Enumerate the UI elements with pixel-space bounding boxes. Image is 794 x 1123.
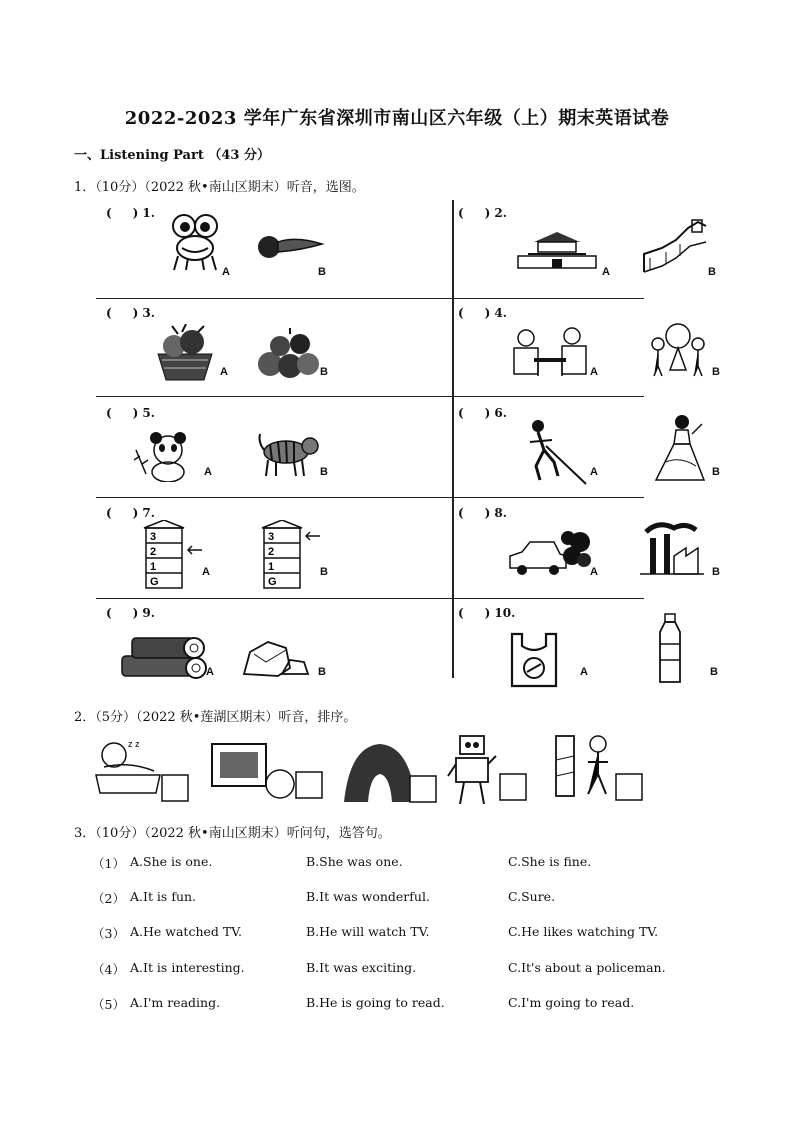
option-c[interactable]: C.She is fine. bbox=[508, 854, 592, 869]
vegetables-basket-icon bbox=[152, 324, 218, 382]
water-bottle-icon bbox=[656, 612, 684, 686]
grid-divider bbox=[96, 298, 644, 299]
question-3-heading: 3．（10分）（2022 秋•南山区期末）听问句，选答句。 bbox=[74, 826, 391, 841]
answer-bracket[interactable]: ( ) 5. bbox=[106, 406, 155, 420]
answer-box bbox=[616, 774, 642, 800]
option-c[interactable]: C.It's about a policeman. bbox=[508, 960, 666, 975]
answer-box bbox=[162, 775, 188, 801]
snore-mark: z z bbox=[128, 739, 140, 749]
cave-icon bbox=[340, 740, 438, 806]
panda-icon bbox=[132, 430, 198, 482]
floor-label: G bbox=[268, 576, 277, 588]
floor-label: G bbox=[150, 576, 159, 588]
monkey-king-icon bbox=[524, 416, 590, 486]
answer-bracket[interactable]: ( ) 6. bbox=[458, 406, 507, 420]
grid-item-1: ( ) 1. A B bbox=[106, 206, 326, 278]
floor-label: 3 bbox=[268, 531, 275, 543]
grid-item-7: ( ) 7. 3 2 1 G A 3 2 1 G B bbox=[106, 506, 328, 588]
grid-item-4: ( ) 4. A B bbox=[458, 306, 720, 378]
answer-bracket[interactable]: ( ) 2. bbox=[458, 206, 507, 220]
item-number: （3） bbox=[92, 926, 125, 941]
grid-item-5: ( ) 5. A B bbox=[96, 400, 366, 496]
princess-icon bbox=[652, 412, 708, 484]
factory-smoke-icon bbox=[638, 520, 706, 576]
option-a[interactable]: A.She is one. bbox=[130, 854, 213, 869]
answer-bracket[interactable]: ( ) 7. bbox=[106, 506, 155, 520]
grid-divider bbox=[96, 598, 644, 599]
car-exhaust-icon bbox=[508, 526, 592, 576]
frog-icon bbox=[168, 212, 222, 274]
floor-label: 3 bbox=[150, 531, 157, 543]
floor-label: 1 bbox=[150, 561, 157, 573]
option-a[interactable]: A.It is fun. bbox=[130, 889, 197, 904]
item-number: （4） bbox=[92, 962, 125, 977]
grid-item-2: ( ) 2. A B bbox=[458, 206, 716, 278]
question-1-heading: 1．（10分）（2022 秋•南山区期末）听音，选图。 bbox=[74, 180, 365, 195]
rocks-icon bbox=[242, 638, 312, 678]
floor-label: 2 bbox=[150, 546, 157, 558]
item-number: （1） bbox=[92, 856, 125, 871]
item-number: （5） bbox=[92, 997, 125, 1012]
answer-box bbox=[410, 776, 436, 802]
grid-item-9: ( ) 9. A B bbox=[106, 606, 326, 678]
answer-bracket[interactable]: ( ) 4. bbox=[458, 306, 507, 320]
answer-bracket[interactable]: ( ) 8. bbox=[458, 506, 507, 520]
grid-item-10: ( ) 10. A B bbox=[362, 600, 632, 696]
floor-label: 2 bbox=[268, 546, 275, 558]
grid-divider bbox=[96, 396, 644, 397]
tiger-icon bbox=[256, 432, 322, 478]
answer-bracket[interactable]: ( ) 10. bbox=[458, 606, 516, 620]
option-b[interactable]: B.It was wonderful. bbox=[306, 889, 430, 904]
grid-item-8: ( ) 8. A B bbox=[458, 506, 720, 578]
option-a[interactable]: A.I'm reading. bbox=[130, 995, 221, 1010]
plastic-bag-icon bbox=[508, 628, 560, 690]
grid-item-6: ( ) 6. A B bbox=[362, 400, 632, 496]
building-floors-b-icon bbox=[260, 520, 322, 590]
people-at-table-icon bbox=[510, 326, 592, 378]
option-b[interactable]: B.It was exciting. bbox=[306, 960, 417, 975]
answer-bracket[interactable]: ( ) 9. bbox=[106, 606, 155, 620]
grid-item-3: ( ) 3. A B bbox=[96, 300, 366, 396]
tadpole-icon bbox=[256, 230, 326, 264]
tv-watching-icon bbox=[210, 742, 324, 806]
answer-bracket[interactable]: ( ) 1. bbox=[106, 206, 155, 220]
question-2-heading: 2．（5分）（2022 秋•莲湖区期末）听音，排序。 bbox=[74, 710, 357, 725]
option-c[interactable]: C.Sure. bbox=[508, 889, 556, 904]
grid-divider bbox=[96, 497, 644, 498]
option-c[interactable]: C.He likes watching TV. bbox=[508, 924, 659, 939]
robot-icon bbox=[446, 730, 528, 808]
great-wall-icon bbox=[642, 218, 708, 274]
building-floors-a-icon bbox=[142, 520, 204, 590]
option-b[interactable]: B.He will watch TV. bbox=[306, 924, 430, 939]
floor-label: 1 bbox=[268, 561, 275, 573]
section-heading-listening: 一、Listening Part （43 分） bbox=[74, 148, 270, 163]
answer-bracket[interactable]: ( ) 3. bbox=[106, 306, 155, 320]
fruits-icon bbox=[256, 328, 322, 380]
answer-box bbox=[296, 772, 322, 798]
option-b[interactable]: B.She was one. bbox=[306, 854, 403, 869]
item-number: （2） bbox=[92, 891, 125, 906]
logs-icon bbox=[118, 634, 210, 680]
option-c[interactable]: C.I'm going to read. bbox=[508, 995, 635, 1010]
children-playing-icon bbox=[646, 322, 710, 378]
answer-box bbox=[500, 774, 526, 800]
tree-stump-boy-icon bbox=[548, 730, 644, 804]
option-a[interactable]: A.It is interesting. bbox=[130, 960, 245, 975]
sleeping-girl-icon bbox=[90, 735, 196, 805]
option-b[interactable]: B.He is going to read. bbox=[306, 995, 445, 1010]
option-a[interactable]: A.He watched TV. bbox=[130, 924, 243, 939]
tiananmen-icon bbox=[514, 230, 600, 272]
page-title: 2022-2023 学年广东省深圳市南山区六年级（上）期末英语试卷 bbox=[124, 108, 670, 129]
question-1-picture-grid bbox=[96, 200, 720, 678]
